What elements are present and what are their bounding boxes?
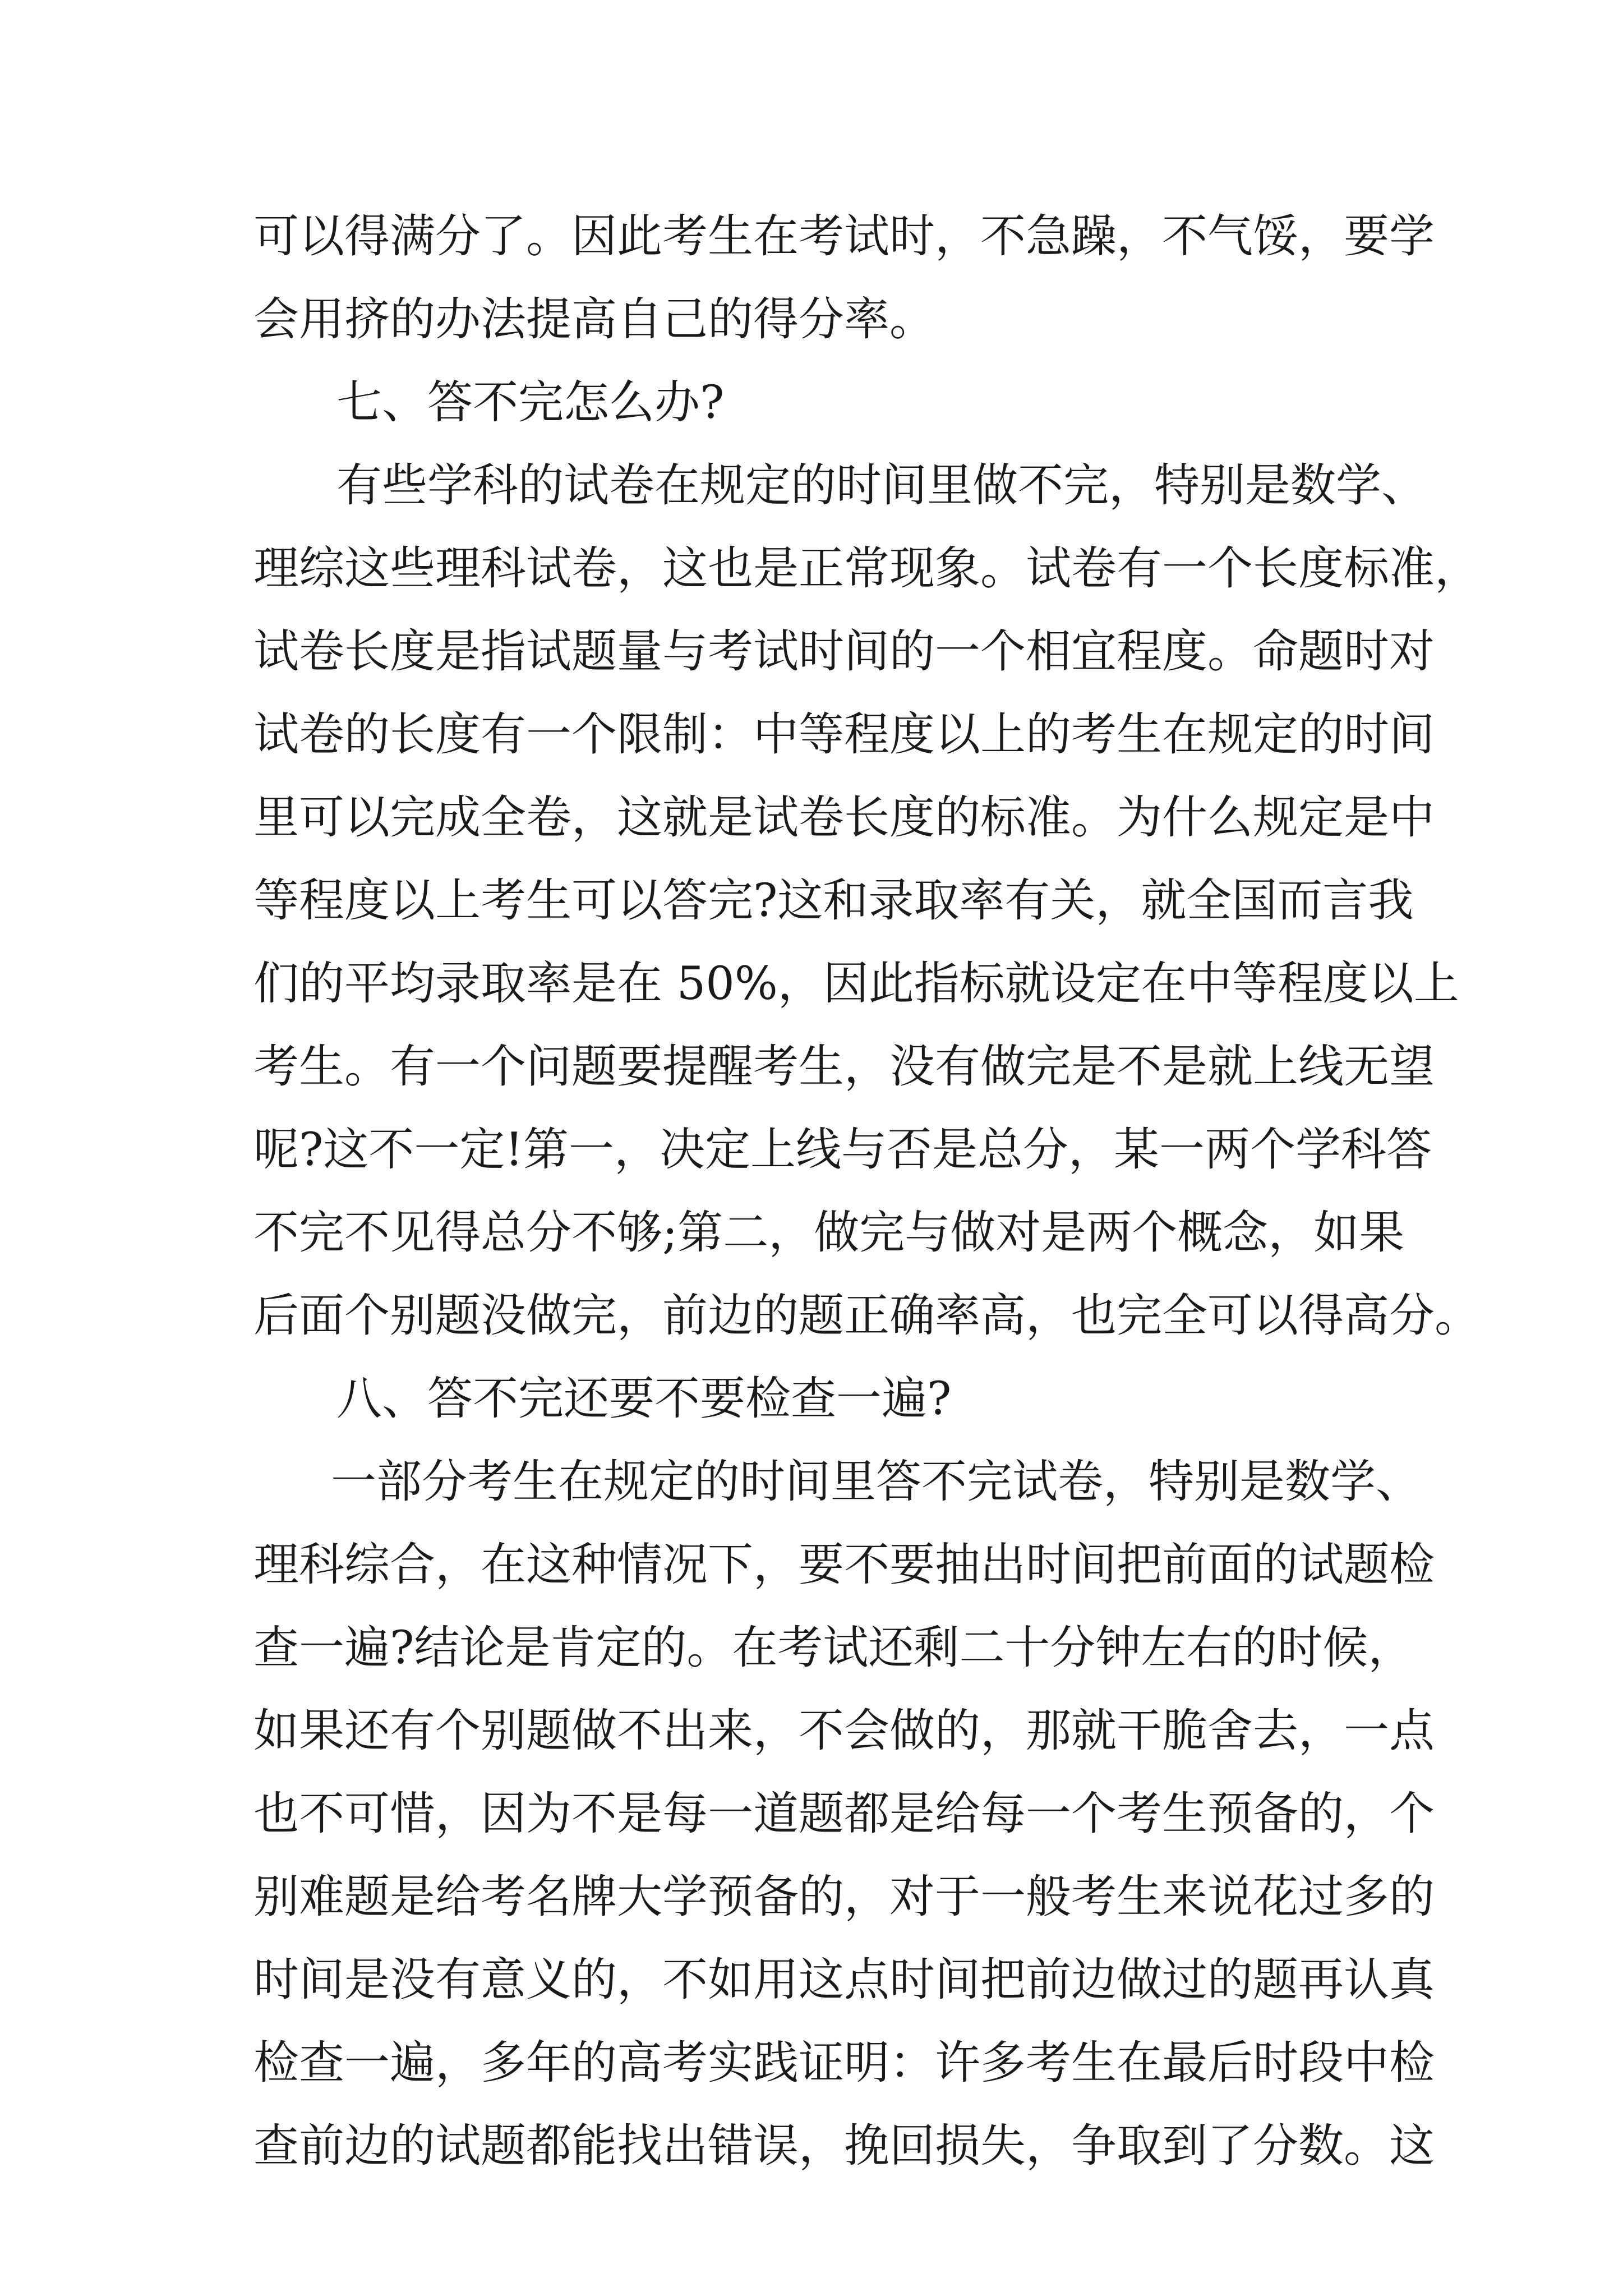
text-line: 理综这些理科试卷，这也是正常现象。试卷有一个长度标准，	[253, 542, 1481, 595]
section-heading-8: 八、答不完还要不要检查一遍?	[336, 1373, 952, 1425]
text-line: 会用挤的办法提高自己的得分率。	[253, 293, 935, 346]
text-line: 检查一遍，多年的高考实践证明：许多考生在最后时段中检	[253, 2037, 1435, 2090]
section-heading-7: 七、答不完怎么办?	[336, 376, 725, 429]
text-line: 试卷的长度有一个限制：中等程度以上的考生在规定的时间	[253, 708, 1435, 761]
text-line: 别难题是给考名牌大学预备的，对于一般考生来说花过多的	[253, 1871, 1435, 1924]
text-line: 不完不见得总分不够;第二，做完与做对是两个概念，如果	[253, 1207, 1405, 1259]
text-line: 呢?这不一定!第一，决定上线与否是总分，某一两个学科答	[253, 1124, 1432, 1176]
text-line: 一部分考生在规定的时间里答不完试卷，特别是数学、	[331, 1456, 1422, 1508]
text-line: 查前边的试题都能找出错误，挽回损失，争取到了分数。这	[253, 2120, 1435, 2173]
text-line: 查一遍?结论是肯定的。在考试还剩二十分钟左右的时候，	[253, 1622, 1414, 1674]
text-line: 如果还有个别题做不出来，不会做的，那就干脆舍去，一点	[253, 1705, 1435, 1757]
text-line: 们的平均录取率是在 50%，因此指标就设定在中等程度以上	[253, 958, 1459, 1010]
text-line: 有些学科的试卷在规定的时间里做不完，特别是数学、	[336, 459, 1427, 512]
text-line: 里可以完成全卷，这就是试卷长度的标准。为什么规定是中	[253, 792, 1435, 844]
text-line: 时间是没有意义的，不如用这点时间把前边做过的题再认真	[253, 1954, 1435, 2007]
text-line: 考生。有一个问题要提醒考生，没有做完是不是就上线无望	[253, 1041, 1435, 1093]
text-line: 试卷长度是指试题量与考试时间的一个相宜程度。命题时对	[253, 625, 1435, 678]
text-line: 后面个别题没做完，前边的题正确率高，也完全可以得高分。	[253, 1290, 1481, 1342]
text-line: 等程度以上考生可以答完?这和录取率有关，就全国而言我	[253, 875, 1414, 927]
text-line: 理科综合，在这种情况下，要不要抽出时间把前面的试题检	[253, 1539, 1435, 1591]
text-line: 也不可惜，因为不是每一道题都是给每一个考生预备的，个	[253, 1788, 1435, 1841]
text-line: 可以得满分了。因此考生在考试时，不急躁，不气馁，要学	[253, 210, 1435, 263]
